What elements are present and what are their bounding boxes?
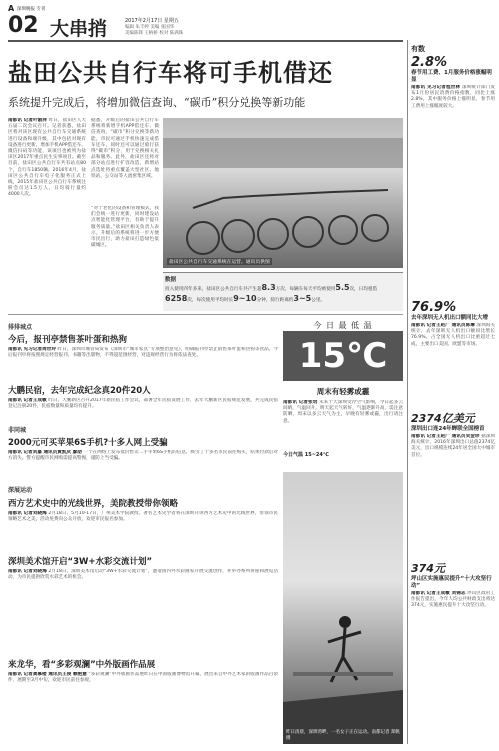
brief-title: 西方艺术史中的光线世界，美院教授带你领略 (8, 499, 179, 509)
brief-text: 一个在网络上发布低价售卖二手苹果6S手机的信息，吸引了十多名市民前往购买，结果付款后对方消失。警方提醒市民网购需提高警惕，谨防上当受骗。 (8, 450, 278, 462)
brief-title: 2000元可买苹果6S手机?十多人网上受骗 (8, 438, 168, 448)
runner-photo (283, 472, 403, 744)
brief-byline: 南都讯 见习记者周世玲 (8, 347, 57, 352)
lead-subhead: 系统提升完成后，将增加微信查询、“碳币”积分兑换等新功能 (8, 96, 306, 109)
brief-body (8, 511, 278, 551)
data-value-1: 8.3 (261, 283, 276, 292)
runner-illustration (283, 472, 403, 744)
bicycles-illustration (163, 118, 403, 268)
stat-text: 深圳统计部门发布1月份居民消费价格指数，同比上涨2.8%，其中服务价格上涨明显，春节用工费用上涨幅度较大。 (411, 85, 495, 109)
stat-text: 坪山区政府工作报告提出，今年人均公共财政支出将达374元，实施惠民提升十大攻坚行动。 (411, 591, 495, 609)
lead-photo-caption: 盐田区公共自行车交通系统在运营。通讯员供图 (169, 260, 270, 265)
header-rule (8, 40, 403, 42)
weather-today-label: 今日气温 (283, 452, 304, 458)
page-staff: 编辑 朱丰婷 美编 张国华 (125, 25, 175, 30)
data-value-3: 6258 (165, 294, 188, 303)
stat-byline: 南都讯 记者王成敏 刘锦志 (411, 591, 466, 596)
brief-body (8, 398, 278, 424)
weather-box (283, 320, 403, 468)
stat-item-1 (411, 55, 495, 307)
weather-temp: 15℃ (283, 331, 403, 381)
stat-value: 76.9% (411, 300, 457, 315)
brief-5 (8, 555, 278, 614)
lead-body-col1 (8, 118, 86, 262)
brief-text: “多彩观澜”中外版画作品展昨日在中国版画博物馆开幕，展出来自中外艺术家的版画作品百余件，展期至3月中旬，欢迎市民前往参观。 (8, 672, 278, 684)
lead-body-col2: 据悉，升级后的盐田公共自行车系统将新增手机APP借还车、微信查询、“碳币”积分兑换等新功能，市民可通过手机快速完成借车还车，同时还可以通过骑行获得“碳币”积分，用于兑换相关礼品和服务。此外，盐田区还将对部分站点进行扩容改造，新增站点选址将重点覆盖大型社区、地铁站、公交站等人流密集区域。 (91, 118, 159, 179)
stat-title: 坪山区实施惠民提升“十大攻坚行动” (411, 576, 492, 589)
data-text-4: 次，每次使用平均时长 (187, 298, 234, 303)
brief-byline: 南都讯 记者王成敏 (8, 398, 47, 403)
data-box-text (165, 283, 399, 305)
paper-tag: A (8, 4, 15, 13)
data-box (163, 272, 403, 311)
weather-headline: 今 日 最 低 温 (313, 321, 373, 330)
data-value-5: 3~5 (293, 294, 312, 303)
data-text-5: 分钟，骑行距离约 (256, 298, 294, 303)
stat-title: 深圳出口连24年蝉联全国榜首 (411, 426, 485, 432)
data-text-6: 公里。 (311, 298, 326, 303)
page-title: 大串捎 (50, 18, 108, 40)
stat-byline: 南都讯 见习记者程世林 (411, 85, 461, 90)
page-date: 2017年2月17日 星期五 (125, 18, 179, 24)
brief-byline: 南都讯 记者刘晓海 (8, 569, 47, 574)
paper-subtitle: 深圳晚报 专刊 (17, 7, 46, 12)
brief-text: 昨日，大鹏新区召开2017年新民宿工作会议，部署全年民宿发展工作，去年大鹏新区民宿规范发展，共完成民宿登记注册20件，民宿数量和质量均有提升。 (8, 398, 278, 410)
brief-title: 来龙华，看“多彩观澜”中外版画作品展 (8, 660, 156, 670)
section-tag-2: 非同城 (8, 427, 27, 434)
runner-photo-caption: 昨日清晨，深圳湾畔，一名女子正在运动。南都记者 郑帆 摄 (286, 730, 400, 741)
stat-byline: 南都讯 记者王赵广 通讯员陈琳 (411, 323, 475, 328)
page-staff-2: 美编陈锋 王柄桥 校对 陈满珠 (125, 31, 184, 36)
brief-body (8, 569, 278, 614)
weather-today (283, 451, 329, 458)
section-tag-3: 深展运动 (8, 487, 33, 494)
weather-text: 未来十天深圳受冷空气影响，今日起多云间晴，气温回升。明天起天气转好，气温逐渐升高，需注意防晒。周末以多云天气为主，早晚有轻雾或霾，出行请注意。 (283, 400, 403, 424)
stat-value: 2.8% (411, 55, 448, 70)
data-text-2: 万次，每辆车每天平均被使用 (275, 287, 336, 292)
brief-4 (8, 497, 278, 551)
data-value-4: 9~10 (233, 294, 257, 303)
brief-byline: 南都讯 记者龚慕楼 通讯员王俊 赖艳慧 (8, 672, 87, 677)
stat-item-4 (411, 560, 495, 751)
lead-body-text-1: 昨日，盐田区人大五届二次会议召开。记者获悉，盐田区将对该区现有公共自行车交通系统进行设备和端升级，其中包括对现有设备进行更新，增加手机APP借还车、微信扫码等功能，该项目也被列为盐田区2017年重点民生实事项目。截至目前，盐田区公共自行车共有站点80个，自行车1850辆。2016年4月，盐田区公共自行车电子化服务正式上线，2015年盐田区公共自行车系统注册会员达1.5万人，日均骑行量约4000人次。 (8, 118, 86, 198)
stat-item-2 (411, 300, 495, 399)
stat-body (411, 591, 495, 751)
lead-byline: 南都讯 记者叶淑萍 (8, 118, 48, 123)
brief-byline: 南都讯 记者刘嘉 通讯员黄凯庆 廖劼 (8, 450, 82, 455)
data-text-3: 次，日均租借 (349, 287, 378, 292)
stat-title: 春节用工费、1月服务价格涨幅明显 (411, 70, 492, 83)
brief-title: 今后，报刊亭禁售茶叶蛋和热狗 (8, 335, 128, 345)
weather-body (283, 400, 403, 448)
brief-text: 昨日，深圳市城管局发布《深圳市“城市家具”专项整治意见》，明确报刊亭禁止销售茶叶蛋和热狗等食品，今后报刊亭将按照规定经营报刊、书籍等出版物，不得超范围经营，对违规经营行为将依法查处。 (8, 347, 278, 359)
lead-photo (163, 118, 403, 268)
brief-text: 2月18日、5月10-17日，广州美术学院教授、著名艺术史学者将在深圳开讲西方艺术史中的光线世界，带领市民领略艺术之美，活动免费向公众开放，欢迎市民报名参加。 (8, 511, 278, 523)
data-box-label: 数据 (165, 277, 177, 283)
stat-byline: 南都讯 记者王赵广 通讯员吴金珍 (411, 434, 480, 439)
brief-title: 大鹏民宿，去年完成纪念真20件20人 (8, 386, 151, 396)
page-number: 02 (8, 13, 39, 38)
brief-6 (8, 658, 278, 732)
stat-body (411, 85, 495, 307)
weather-today-value: 15~24℃ (304, 452, 329, 458)
stat-value: 374元 (411, 562, 445, 575)
brief-1 (8, 333, 278, 385)
stat-value: 2374亿美元 (411, 412, 475, 425)
stat-item-3 (411, 410, 495, 544)
data-value-2: 5.5 (335, 283, 350, 292)
right-column-header: 有数 (411, 45, 425, 53)
brief-text: 2月18日，深圳美术馆启动“3W+水彩交流计划”，邀请国内外水彩画家开展交流创作，并举办系列讲座和展览活动，为市民提供欣赏水彩艺术的机会。 (8, 569, 278, 581)
stat-text: 深圳海关统计，去年深圳无人机出口额同比增长76.9%，占全国无人机出口比重超过七成，主要出口美国、欧盟等市场。 (411, 323, 495, 347)
section-divider (8, 314, 403, 315)
brief-body (8, 450, 278, 483)
data-text-1: 投入使用四年多来，盐田区公共自行车共产生超 (165, 287, 262, 292)
brief-title: 深圳美术馆开启“3W+水彩交流计划” (8, 557, 153, 567)
brief-2 (8, 384, 278, 424)
weather-byline: 南都讯 记者张培 (283, 400, 318, 405)
brief-body (8, 347, 278, 385)
brief-body (8, 672, 278, 732)
lead-body-col3: “对于老化的设备和管理模式，我们会统一进行更新，同时建设站点智能化管理平台，有助于提升服务质量。”盐田区相关负责人表示，升级后的系统将进一步方便市民出行，助力盐田打造绿色低碳城区。 (91, 206, 159, 249)
weather-subhead: 周末有轻雾或霾 (316, 387, 370, 396)
stat-body (411, 434, 495, 544)
brief-3 (8, 436, 278, 483)
brief-byline: 南都讯 记者刘晓海 (8, 511, 47, 516)
section-tag-1: 排排城点 (8, 324, 33, 331)
stat-text: 据深圳海关统计，2016年深圳出口总值2374亿美元，出口规模连续24年居全国大中城市首位。 (411, 434, 495, 458)
stat-title: 去年深圳无人机出口额同比大增 (411, 315, 489, 321)
stat-body (411, 323, 495, 399)
right-column-rule (407, 40, 408, 744)
lead-headline: 盐田公共自行车将可手机借还 (8, 58, 333, 87)
